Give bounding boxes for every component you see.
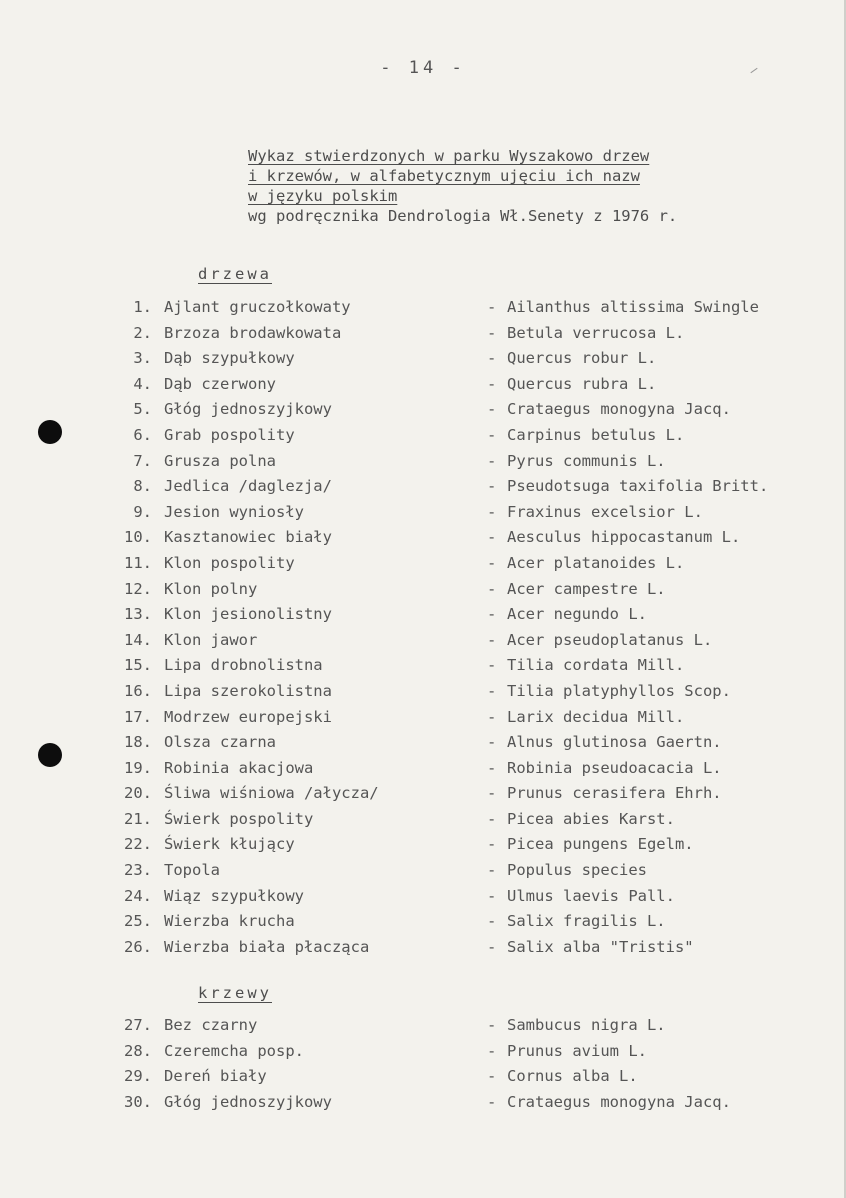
list-item [0, 477, 846, 503]
list-item [0, 708, 846, 734]
separator-dash: - [487, 656, 497, 675]
polish-name: Śliwa wiśniowa /ałycza/ [164, 784, 379, 803]
heading-line-2: i krzewów, w alfabetycznym ujęciu ich nazw [248, 167, 640, 185]
polish-name: Głóg jednoszyjkowy [164, 400, 332, 419]
polish-name: Świerk kłujący [164, 835, 295, 854]
item-number: 16. [124, 681, 152, 700]
polish-name: Lipa szerokolistna [164, 681, 332, 700]
latin-name: Quercus rubra L. [507, 374, 657, 393]
polish-name: Wierzba biała płacząca [164, 937, 370, 956]
separator-dash: - [487, 733, 497, 752]
polish-name: Świerk pospolity [164, 809, 314, 828]
latin-name: Tilia platyphyllos Scop. [507, 681, 731, 700]
latin-name: Ailanthus altissima Swingle [507, 298, 759, 316]
list-item [0, 1093, 846, 1119]
separator-dash: - [487, 912, 497, 931]
separator-dash: - [487, 681, 497, 700]
latin-name: Acer platanoides L. [507, 553, 685, 572]
list-item [0, 887, 846, 913]
latin-name: Pseudotsuga taxifolia Britt. [507, 477, 769, 496]
polish-name: Dereń biały [164, 1067, 267, 1086]
item-number: 26. [124, 937, 152, 956]
list-item [0, 835, 846, 861]
item-number: 4. [133, 374, 152, 393]
item-number: 11. [124, 553, 152, 572]
latin-name: Salix alba "Tristis" [507, 937, 694, 956]
heading-line-3: w języku polskim [248, 187, 398, 205]
section-title-trees: drzewa [198, 265, 272, 283]
separator-dash: - [487, 886, 497, 905]
polish-name: Dąb szypułkowy [164, 349, 295, 368]
item-number: 1. [133, 298, 152, 316]
list-item [0, 861, 846, 887]
list-item [0, 810, 846, 836]
separator-dash: - [487, 349, 497, 368]
polish-name: Ajlant gruczołkowaty [164, 298, 351, 316]
item-number: 22. [124, 835, 152, 854]
separator-dash: - [487, 579, 497, 598]
list-item [0, 349, 846, 375]
separator-dash: - [487, 784, 497, 803]
polish-name: Głóg jednoszyjkowy [164, 1092, 332, 1111]
latin-name: Tilia cordata Mill. [507, 656, 685, 675]
polish-name: Wierzba krucha [164, 912, 295, 931]
polish-name: Dąb czerwony [164, 374, 276, 393]
list-item [0, 528, 846, 554]
page-number: - 14 - [380, 58, 466, 78]
list-item [0, 324, 846, 350]
list-item [0, 503, 846, 529]
latin-name: Alnus glutinosa Gaertn. [507, 733, 722, 752]
separator-dash: - [487, 298, 497, 316]
latin-name: Betula verrucosa L. [507, 323, 685, 342]
trees-list [0, 298, 846, 963]
polish-name: Klon polny [164, 579, 258, 598]
item-number: 30. [124, 1092, 152, 1111]
latin-name: Acer negundo L. [507, 605, 647, 624]
list-item [0, 554, 846, 580]
polish-name: Kasztanowiec biały [164, 528, 332, 547]
polish-name: Grusza polna [164, 451, 276, 470]
latin-name: Picea abies Karst. [507, 809, 675, 828]
latin-name: Quercus robur L. [507, 349, 657, 368]
separator-dash: - [487, 1016, 497, 1034]
item-number: 12. [124, 579, 152, 598]
polish-name: Klon pospolity [164, 553, 295, 572]
separator-dash: - [487, 605, 497, 624]
list-item [0, 912, 846, 938]
polish-name: Topola [164, 861, 220, 880]
item-number: 20. [124, 784, 152, 803]
separator-dash: - [487, 425, 497, 444]
item-number: 5. [133, 400, 152, 419]
separator-dash: - [487, 707, 497, 726]
list-item [0, 375, 846, 401]
separator-dash: - [487, 758, 497, 777]
separator-dash: - [487, 937, 497, 956]
list-item [0, 580, 846, 606]
latin-name: Crataegus monogyna Jacq. [507, 1092, 731, 1111]
item-number: 19. [124, 758, 152, 777]
latin-name: Populus species [507, 861, 647, 880]
latin-name: Acer campestre L. [507, 579, 666, 598]
polish-name: Bez czarny [164, 1016, 258, 1034]
latin-name: Picea pungens Egelm. [507, 835, 694, 854]
separator-dash: - [487, 374, 497, 393]
latin-name: Salix fragilis L. [507, 912, 666, 931]
heading-line-4: wg podręcznika Dendrologia Wł.Senety z 1976 r. [248, 207, 678, 225]
list-item [0, 733, 846, 759]
latin-name: Prunus cerasifera Ehrh. [507, 784, 722, 803]
list-item [0, 426, 846, 452]
list-item [0, 1042, 846, 1068]
item-number: 27. [124, 1016, 152, 1034]
item-number: 18. [124, 733, 152, 752]
separator-dash: - [487, 809, 497, 828]
separator-dash: - [487, 1067, 497, 1086]
item-number: 25. [124, 912, 152, 931]
list-item [0, 605, 846, 631]
latin-name: Prunus avium L. [507, 1041, 647, 1060]
polish-name: Klon jesionolistny [164, 605, 332, 624]
separator-dash: - [487, 835, 497, 854]
separator-dash: - [487, 1041, 497, 1060]
list-item [0, 1067, 846, 1093]
item-number: 17. [124, 707, 152, 726]
list-item [0, 631, 846, 657]
separator-dash: - [487, 1092, 497, 1111]
item-number: 15. [124, 656, 152, 675]
separator-dash: - [487, 861, 497, 880]
item-number: 10. [124, 528, 152, 547]
item-number: 7. [133, 451, 152, 470]
latin-name: Larix decidua Mill. [507, 707, 685, 726]
latin-name: Carpinus betulus L. [507, 425, 685, 444]
polish-name: Lipa drobnolistna [164, 656, 323, 675]
item-number: 29. [124, 1067, 152, 1086]
list-item [0, 938, 846, 964]
latin-name: Pyrus communis L. [507, 451, 666, 470]
list-item [0, 759, 846, 785]
latin-name: Aesculus hippocastanum L. [507, 528, 741, 547]
separator-dash: - [487, 400, 497, 419]
polish-name: Brzoza brodawkowata [164, 323, 342, 342]
document-heading [248, 146, 808, 226]
latin-name: Robinia pseudoacacia L. [507, 758, 722, 777]
item-number: 24. [124, 886, 152, 905]
polish-name: Olsza czarna [164, 733, 276, 752]
polish-name: Wiąz szypułkowy [164, 886, 304, 905]
latin-name: Crataegus monogyna Jacq. [507, 400, 731, 419]
item-number: 13. [124, 605, 152, 624]
list-item [0, 298, 846, 324]
section-title-shrubs: krzewy [198, 984, 272, 1002]
latin-name: Cornus alba L. [507, 1067, 638, 1086]
item-number: 21. [124, 809, 152, 828]
item-number: 6. [133, 425, 152, 444]
punch-hole [38, 743, 62, 767]
separator-dash: - [487, 630, 497, 649]
item-number: 14. [124, 630, 152, 649]
separator-dash: - [487, 323, 497, 342]
list-item [0, 452, 846, 478]
heading-line-1: Wykaz stwierdzonych w parku Wyszakowo drzew [248, 147, 650, 165]
polish-name: Modrzew europejski [164, 707, 332, 726]
punch-hole [38, 420, 62, 444]
polish-name: Grab pospolity [164, 425, 295, 444]
item-number: 3. [133, 349, 152, 368]
shrubs-list [0, 1016, 846, 1118]
latin-name: Fraxinus excelsior L. [507, 502, 703, 521]
separator-dash: - [487, 502, 497, 521]
item-number: 9. [133, 502, 152, 521]
separator-dash: - [487, 528, 497, 547]
latin-name: Ulmus laevis Pall. [507, 886, 675, 905]
list-item [0, 784, 846, 810]
polish-name: Klon jawor [164, 630, 258, 649]
item-number: 28. [124, 1041, 152, 1060]
polish-name: Jesion wyniosły [164, 502, 304, 521]
item-number: 2. [133, 323, 152, 342]
list-item [0, 682, 846, 708]
separator-dash: - [487, 477, 497, 496]
item-number: 23. [124, 861, 152, 880]
list-item [0, 656, 846, 682]
latin-name: Acer pseudoplatanus L. [507, 630, 713, 649]
polish-name: Robinia akacjowa [164, 758, 314, 777]
polish-name: Czeremcha posp. [164, 1041, 304, 1060]
separator-dash: - [487, 553, 497, 572]
polish-name: Jedlica /daglezja/ [164, 477, 332, 496]
separator-dash: - [487, 451, 497, 470]
latin-name: Sambucus nigra L. [507, 1016, 666, 1034]
list-item [0, 400, 846, 426]
list-item [0, 1016, 846, 1042]
item-number: 8. [133, 477, 152, 496]
